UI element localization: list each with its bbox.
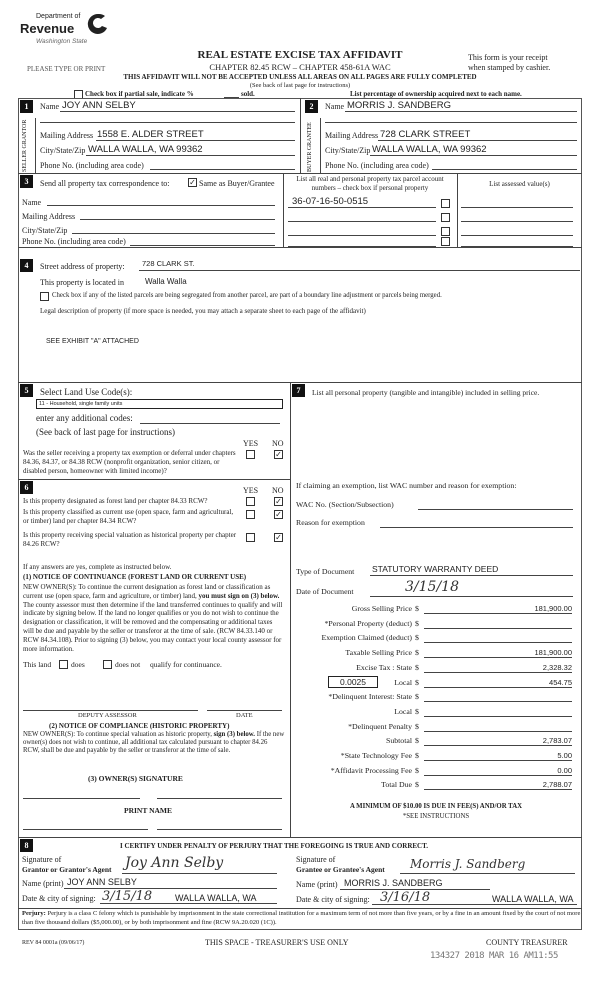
does-checkbox[interactable] <box>59 660 68 669</box>
same-as-buyer-label: Same as Buyer/Grantee <box>199 179 275 188</box>
yes-header: YES <box>243 439 259 448</box>
amount-value[interactable]: 2,783.07 <box>424 736 572 746</box>
amount-value[interactable]: 2,328.32 <box>424 663 572 673</box>
same-as-buyer-checkbox[interactable]: ✓ <box>189 178 196 187</box>
buyer-phone[interactable] <box>432 169 577 170</box>
amount-value[interactable]: 454.75 <box>424 678 572 688</box>
perjury-note <box>22 910 582 927</box>
grantee-name-label: Name (print) <box>296 880 338 889</box>
s3-name-label: Name <box>22 198 42 207</box>
form-title: REAL ESTATE EXCISE TAX AFFIDAVIT <box>197 49 403 61</box>
print-name-field-2[interactable] <box>157 829 282 830</box>
amount-label: Exemption Claimed (deduct) <box>321 633 412 643</box>
section-5-number: 5 <box>20 384 33 397</box>
additional-codes-label: enter any additional codes: <box>36 413 133 423</box>
perjury-text: Perjury is a class C felony which is punishable by imprisonment in the state correctional institution for a maximum term of not more than five years, or by a fine in an amount fixed by the court of not more than five thousand dollars ($5,000.00), or by both imprisonment and fine (RCW 9A.20.020 (1C)). <box>22 910 581 926</box>
exemption-no-checkbox[interactable]: ✓ <box>275 450 282 459</box>
s3-phone-field[interactable] <box>130 245 275 246</box>
yes-header: YES <box>243 486 259 495</box>
notice2-title: (2) NOTICE OF COMPLIANCE (HISTORIC PROPERTY) <box>49 722 230 730</box>
amount-label: Local <box>394 706 412 716</box>
grantee-date-city-label: Date & city of signing: <box>296 895 370 904</box>
amount-label: Taxable Selling Price <box>345 648 412 658</box>
buyer-name[interactable]: MORRIS J. SANDBERG <box>347 100 451 111</box>
land-use-select[interactable]: 11 - Household, single family units <box>36 399 283 409</box>
notice1-title: (1) NOTICE OF CONTINUANCE (FOREST LAND OR CURRENT USE) <box>23 573 247 581</box>
dollar-sign: $ <box>415 662 419 672</box>
dollar-sign: $ <box>415 604 419 613</box>
notice2-body <box>23 731 285 755</box>
dollar-sign: $ <box>415 751 419 760</box>
personal-property-checkbox[interactable] <box>441 227 450 236</box>
grantee-signature[interactable]: Morris J. Sandberg <box>410 857 526 871</box>
located-in[interactable]: Walla Walla <box>145 277 187 286</box>
amount-value[interactable] <box>424 692 572 702</box>
section-6-number: 6 <box>20 481 33 494</box>
historic-yes-checkbox[interactable] <box>246 533 255 542</box>
date-label: DATE <box>236 712 253 719</box>
amount-label: *Affidavit Processing Fee <box>330 765 412 775</box>
owner-signature-field-2[interactable] <box>157 798 282 799</box>
owner-signature-field[interactable] <box>23 798 140 799</box>
s3-city-field[interactable] <box>72 233 275 234</box>
exemption-yes-checkbox[interactable] <box>246 450 255 459</box>
grantor-sig-of: Signature of <box>22 855 62 864</box>
seller-name[interactable]: JOY ANN SELBY <box>62 100 136 111</box>
grantor-date-city-label: Date & city of signing: <box>22 894 96 903</box>
street-address[interactable]: 728 CLARK ST. <box>142 259 195 268</box>
grantee-agent-label: Grantee or Grantee's Agent <box>296 865 385 874</box>
seller-phone[interactable] <box>150 169 295 170</box>
seller-name-label: Name <box>40 102 60 111</box>
additional-codes-field[interactable] <box>140 423 280 424</box>
personal-property-checkbox[interactable] <box>441 199 450 208</box>
seller-phone-label: Phone No. (including area code) <box>40 161 144 170</box>
legal-description[interactable]: SEE EXHIBIT "A" ATTACHED <box>46 338 139 345</box>
personal-property-checkbox[interactable] <box>441 213 450 222</box>
amount-value[interactable]: 0.00 <box>424 766 572 776</box>
s3-address-label: Mailing Address <box>22 212 76 221</box>
grantee-sig-of: Signature of <box>296 855 336 864</box>
buyer-address[interactable]: 728 CLARK STREET <box>380 129 471 140</box>
amount-value[interactable] <box>424 722 572 732</box>
buyer-address-label: Mailing Address <box>325 131 379 140</box>
grantee-name[interactable]: MORRIS J. SANDBERG <box>344 878 443 888</box>
grantor-date[interactable]: 3/15/18 <box>102 889 153 904</box>
dollar-sign: $ <box>415 721 419 731</box>
historic-no-checkbox[interactable]: ✓ <box>275 533 282 542</box>
send-correspondence-label: Send all property tax correspondence to: <box>40 179 170 188</box>
grantor-signature[interactable]: Joy Ann Selby <box>125 855 224 871</box>
buyer-city[interactable]: WALLA WALLA, WA 99362 <box>372 144 487 155</box>
current-use-yes-checkbox[interactable] <box>246 510 255 519</box>
located-label: This property is located in <box>40 278 124 287</box>
print-name-field[interactable] <box>23 829 148 830</box>
if-yes-note: If any answers are yes, complete as instructed below. <box>23 563 172 571</box>
amount-label: Subtotal <box>386 736 412 746</box>
s3-city-label: City/State/Zip <box>22 226 68 235</box>
grantee-date[interactable]: 3/16/18 <box>380 890 431 905</box>
no-header: NO <box>272 486 284 495</box>
amount-label: *State Technology Fee <box>340 751 412 760</box>
street-label: Street address of property: <box>40 262 125 271</box>
section-8-number: 8 <box>20 839 33 852</box>
grantor-city[interactable]: WALLA WALLA, WA <box>175 893 257 903</box>
logo-line2: Revenue <box>20 21 75 36</box>
qualify-label: qualify for continuance. <box>150 660 222 669</box>
please-type: PLEASE TYPE OR PRINT <box>27 65 106 73</box>
amount-value[interactable] <box>424 633 572 643</box>
dollar-sign: $ <box>415 677 419 687</box>
amount-value[interactable]: 181,900.00 <box>424 604 572 614</box>
notice2-text-a: NEW OWNER(S): To continue special valuation as historic property, <box>23 731 212 738</box>
dollar-sign: $ <box>415 618 419 628</box>
dollar-sign: $ <box>415 633 419 643</box>
s3-address-field[interactable] <box>80 219 275 220</box>
assessor-date[interactable] <box>207 710 282 711</box>
segregated-label: Check box if any of the listed parcels are being segregated from another parcel, are part of a boundary line adjustment or parcels being merged. <box>52 292 442 299</box>
buyer-side-label: BUYER GRANTEE <box>307 122 313 172</box>
reason-label: Reason for exemption <box>296 518 365 527</box>
grantor-name-label: Name (print) <box>22 879 64 888</box>
amount-label: *Delinquent Penalty <box>348 721 412 731</box>
personal-property-label: List all personal property (tangible and intangible) included in selling price. <box>312 388 540 397</box>
warning-text: THIS AFFIDAVIT WILL NOT BE ACCEPTED UNLESS ALL AREAS ON ALL PAGES ARE FULLY COMPLETED <box>123 73 477 81</box>
does-label: does <box>71 660 85 669</box>
amount-value[interactable]: 5.00 <box>424 751 572 761</box>
notice1-body <box>23 583 285 653</box>
amount-label: Local <box>394 677 412 687</box>
revision-code: REV 84 0001a (09/06/17) <box>22 940 85 946</box>
treasurer-space: THIS SPACE - TREASURER'S USE ONLY <box>205 938 349 947</box>
deputy-assessor-label: DEPUTY ASSESSOR <box>78 712 137 719</box>
assessed-value-field[interactable] <box>461 207 573 208</box>
minimum-note: A MINIMUM OF $10.00 IS DUE IN FEE(S) AND/OR TAX <box>349 803 523 810</box>
assessed-value-field[interactable] <box>461 235 573 236</box>
forest-yes-checkbox[interactable] <box>246 497 255 506</box>
current-use-no-checkbox[interactable]: ✓ <box>275 510 282 519</box>
no-header: NO <box>272 439 284 448</box>
parcel-header-2: numbers – check box if personal property <box>311 184 429 192</box>
partial-sale-label: Check box if partial sale, indicate % <box>85 90 194 98</box>
exemption-question: Was the seller receiving a property tax exemption or deferral under chapters 84.36, 84.37, or 84.38 RCW (nonprofit organization, senior citizen, or disabled person, homeowner with limited income)? <box>23 449 236 475</box>
legal-description-label: Legal description of property (if more space is needed, you may attach a separate sheet to each page of the affidavit) <box>40 307 366 315</box>
doc-type[interactable]: STATUTORY WARRANTY DEED <box>372 564 499 574</box>
personal-property-checkbox[interactable] <box>441 237 450 246</box>
owner-signature-label: (3) OWNER(S) SIGNATURE <box>88 774 183 783</box>
grantor-name[interactable]: JOY ANN SELBY <box>67 877 137 887</box>
seller-address[interactable]: 1558 E. ALDER STREET <box>97 129 204 140</box>
treasurer-stamp: 134327 2018 MAR 16 AM11:55 <box>430 951 558 961</box>
section-2-number: 2 <box>305 100 318 113</box>
s3-phone-label: Phone No. (including area code) <box>22 237 126 246</box>
wac-field[interactable] <box>418 509 573 510</box>
forest-question: Is this property designated as forest land per chapter 84.33 RCW? <box>23 497 208 505</box>
see-back: (See back of last page for instructions) <box>249 82 351 89</box>
amount-value[interactable] <box>424 619 572 629</box>
dollar-sign: $ <box>415 765 419 775</box>
s3-name-field[interactable] <box>47 205 275 206</box>
segregated-checkbox[interactable] <box>40 292 49 301</box>
dollar-sign: $ <box>415 648 419 658</box>
notice2-text-b: If the new owner(s) does not wish to continue, all additional tax calculated pursuant to chapter 84.26 RCW, shall be due and payable by the seller or transferor at the time of sale. <box>23 731 285 754</box>
section-1-number: 1 <box>20 100 33 113</box>
logo-swirl-icon <box>86 12 110 36</box>
dollar-sign: $ <box>415 706 419 716</box>
grantor-agent-label: Grantor or Grantor's Agent <box>22 865 112 874</box>
receipt-note-1: This form is your receipt <box>468 53 548 62</box>
dor-logo <box>8 12 118 52</box>
seller-city-label: City/State/Zip <box>40 146 86 155</box>
amount-value[interactable] <box>424 707 572 717</box>
assessed-value-field[interactable] <box>461 246 573 247</box>
section-7-number: 7 <box>292 384 305 397</box>
amount-value[interactable]: 2,788.07 <box>424 780 572 790</box>
notice1-text-b: The county assessor must then determine if the land transferred continues to qualify and will indicate by signing below. If the land no longer qualifies or you do not wish to continue the designation or classification, it will be removed and the compensating or additional taxes will be due and payable by the seller or transferor at the time of sale. (RCW 84.33.140 or RCW 84.34.108). Prior to signing (3) below, you may contact your local county assessor for more information. <box>23 600 283 653</box>
reason-field[interactable] <box>380 527 573 528</box>
seller-side-label: SELLER GRANTOR <box>22 119 28 172</box>
this-land-label: This land <box>23 660 52 669</box>
assessed-header: List assessed value(s) <box>489 180 550 188</box>
seller-address-label: Mailing Address <box>40 131 94 140</box>
amount-label: Total Due <box>381 780 412 790</box>
logo-line3: Washington State <box>36 38 88 45</box>
amount-value[interactable]: 181,900.00 <box>424 648 572 658</box>
dollar-sign: $ <box>415 736 419 746</box>
amount-label: Excise Tax : State <box>356 662 412 672</box>
notice2-bold: sign (3) below. <box>213 731 255 738</box>
print-name-label: PRINT NAME <box>124 806 172 815</box>
percent-note: List percentage of ownership acquired next to each name. <box>350 90 522 98</box>
doc-date-label: Date of Document <box>296 587 354 596</box>
section-3-number: 3 <box>20 175 33 188</box>
exemption-claim-label: If claiming an exemption, list WAC number and reason for exemption: <box>296 481 517 490</box>
buyer-phone-label: Phone No. (including area code) <box>325 161 429 170</box>
doc-type-label: Type of Document <box>296 567 355 576</box>
seller-city[interactable]: WALLA WALLA, WA 99362 <box>88 144 203 155</box>
amount-label: Gross Selling Price <box>351 604 412 613</box>
see-instructions: *SEE INSTRUCTIONS <box>402 813 470 820</box>
sold-label: sold. <box>241 90 255 98</box>
deputy-assessor-signature[interactable] <box>23 710 198 711</box>
doc-date[interactable]: 3/15/18 <box>405 579 459 595</box>
county-treasurer: COUNTY TREASURER <box>486 938 568 947</box>
assessed-value-field[interactable] <box>461 221 573 222</box>
logo-line1: Department of <box>36 13 81 20</box>
wac-label: WAC No. (Section/Subsection) <box>296 500 394 509</box>
notice1-text-a: NEW OWNER(S): To continue the current designation as forest land or classification as current use (open space, farm and agriculture, or timber) land, <box>23 583 271 600</box>
s5-see-back: (See back of last page for instructions) <box>36 427 175 437</box>
historic-question: Is this property receiving special valuation as historical property per chapter 84.26 RCW? <box>23 531 237 548</box>
local-rate-box[interactable]: 0.0025 <box>328 676 378 688</box>
section-4-number: 4 <box>20 259 33 272</box>
buyer-name-label: Name <box>325 102 345 111</box>
certify-statement: I CERTIFY UNDER PENALTY OF PERJURY THAT THE FOREGOING IS TRUE AND CORRECT. <box>120 842 429 850</box>
amount-label: *Personal Property (deduct) <box>324 618 412 628</box>
does-not-label: does not <box>115 660 141 669</box>
amount-label: *Delinquent Interest: State <box>328 692 412 702</box>
current-use-question: Is this property classified as current use (open space, farm and agricultural, or timber) land per chapter 84.34 RCW? <box>23 508 234 525</box>
grantee-city[interactable]: WALLA WALLA, WA <box>492 894 574 904</box>
land-use-label: Select Land Use Code(s): <box>40 387 133 397</box>
forest-no-checkbox[interactable]: ✓ <box>275 497 282 506</box>
dollar-sign: $ <box>415 692 419 702</box>
parcel-number[interactable]: 36-07-16-50-0515 <box>292 196 369 207</box>
parcel-header-1: List all real and personal property tax parcel account <box>296 175 444 183</box>
dollar-sign: $ <box>415 780 419 790</box>
receipt-note-2: when stamped by cashier. <box>468 63 551 72</box>
does-not-checkbox[interactable] <box>103 660 112 669</box>
form-chapter: CHAPTER 82.45 RCW – CHAPTER 458-61A WAC <box>209 62 391 72</box>
perjury-bold: Perjury: <box>22 910 46 917</box>
notice1-bold: you must sign on (3) below. <box>198 591 280 600</box>
buyer-city-label: City/State/Zip <box>325 146 371 155</box>
